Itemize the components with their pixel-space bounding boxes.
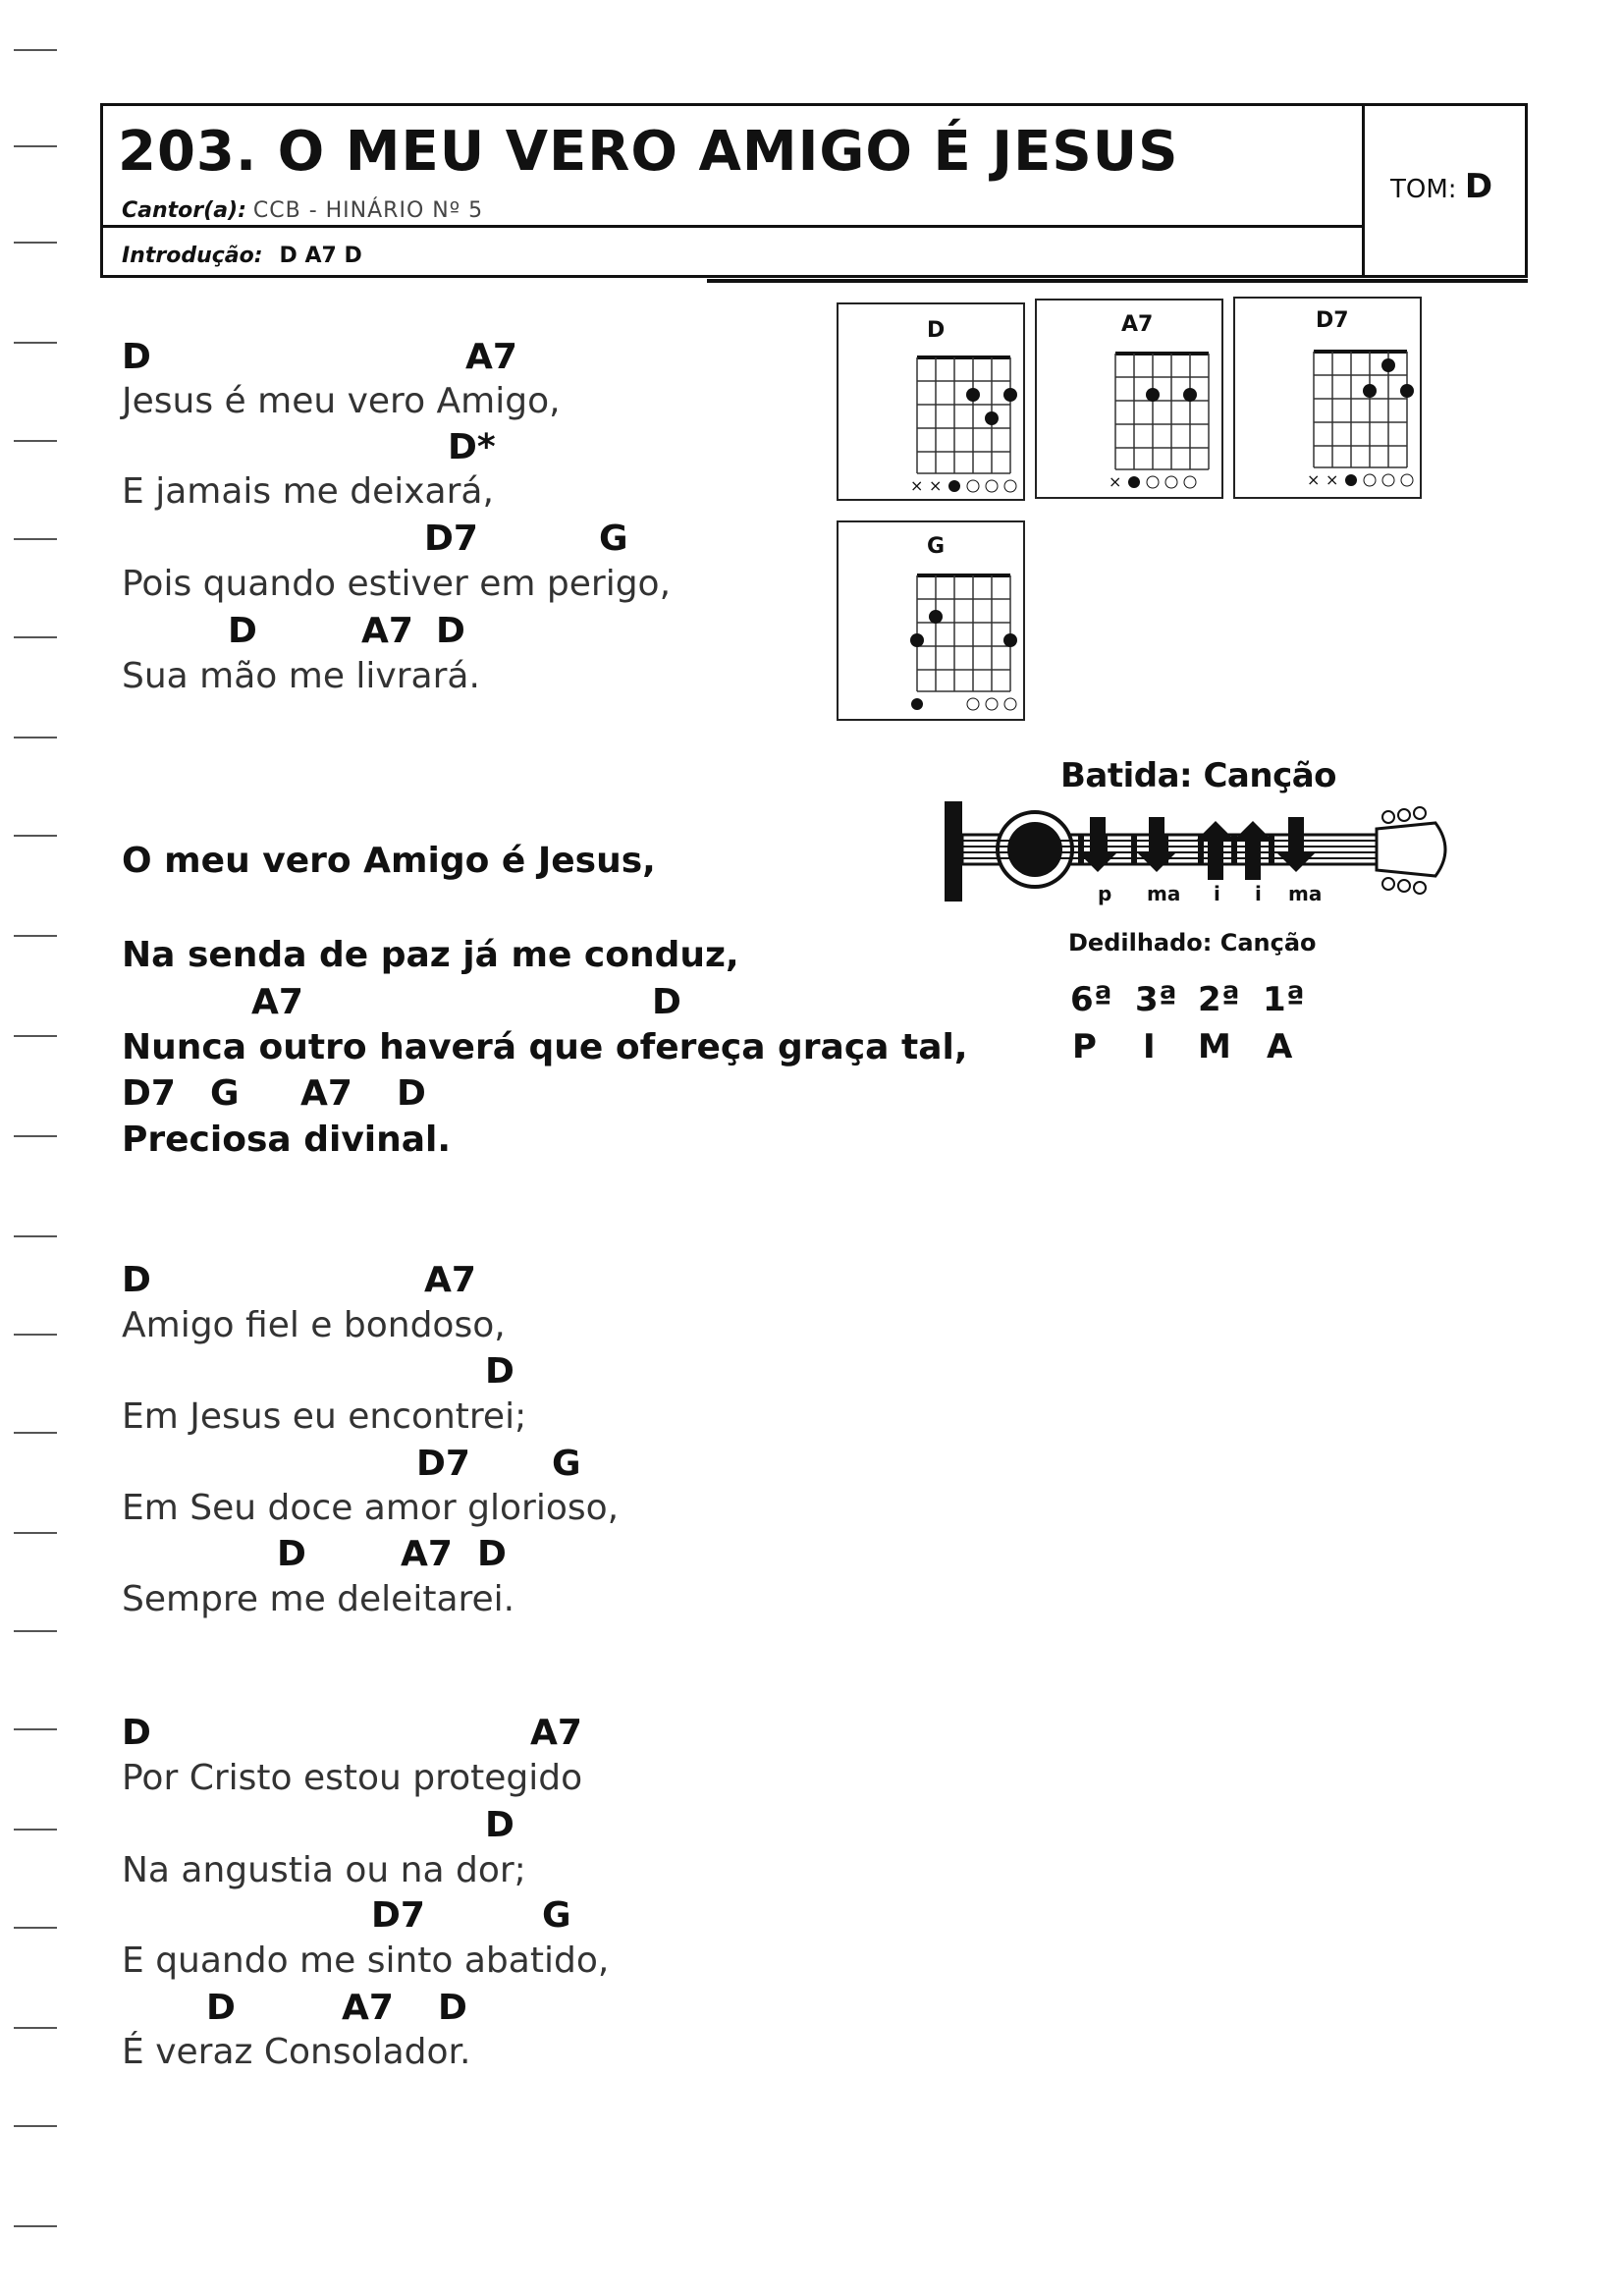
pima-letter: P [1072,1027,1097,1066]
chord: D [397,1073,426,1114]
diagram-name: D [927,318,946,343]
svg-text:×: × [1109,472,1122,491]
lyric-line: Em Seu doce amor glorioso, [122,1488,620,1528]
chord: A7 [251,982,303,1022]
chord: A7 [401,1534,453,1574]
svg-text:×: × [910,476,924,495]
string-number: 1ª [1263,980,1305,1019]
chord-diagram-g [837,520,1025,721]
strum-finger: ma [1288,882,1323,905]
fingerpicking-title: Dedilhado: Canção [1068,929,1317,957]
fretboard [839,522,1023,719]
header-divider [1362,103,1365,278]
svg-text:×: × [929,476,943,495]
diagram-name: G [927,534,946,559]
margin-mark [14,1532,57,1534]
chord-diagram-d7 [1233,297,1422,499]
lyric-line: Pois quando estiver em perigo, [122,564,672,604]
margin-mark [14,342,57,344]
strum-finger: i [1214,882,1220,905]
chord: D [277,1534,306,1574]
chord: G [210,1073,240,1114]
lyric-line: Sempre me deleitarei. [122,1579,515,1619]
lyric-line: Na angustia ou na dor; [122,1850,526,1890]
svg-text:×: × [1326,470,1339,489]
tom [1390,167,1492,206]
string-number: 2ª [1198,980,1240,1019]
strum-finger: i [1255,882,1262,905]
chord: A7 [342,1988,394,2028]
chord: D [122,337,151,377]
pima-letter: I [1143,1027,1156,1066]
guitar-strum-icon [945,793,1455,902]
chord: A7 [424,1260,476,1300]
lyric-line: Por Cristo estou protegido [122,1758,583,1798]
strumming-title: Batida: Canção [1060,756,1337,795]
chord: G [599,519,628,559]
string-number: 6ª [1070,980,1112,1019]
cantor-value: CCB - HINÁRIO Nº 5 [252,198,484,223]
chorus-line: Preciosa divinal. [122,1120,452,1160]
cantor-line [122,198,483,223]
chord: D* [448,427,496,467]
lyric-line: Sua mão me livrará. [122,656,480,696]
margin-mark [14,1432,57,1434]
lyric-line: É veraz Consolador. [122,2032,471,2072]
chord: D [122,1260,151,1300]
margin-mark [14,835,57,837]
chorus-line: Na senda de paz já me conduz, [122,935,739,975]
tom-label: TOM: [1390,175,1457,204]
chord: A7 [465,337,517,377]
margin-mark [14,242,57,244]
chord: D7 [371,1895,425,1936]
chord: G [552,1444,581,1484]
margin-mark [14,737,57,738]
margin-mark [14,145,57,147]
margin-mark [14,1135,57,1137]
lyric-line: E quando me sinto abatido, [122,1941,610,1981]
margin-mark [14,49,57,51]
lyric-line: E jamais me deixará, [122,471,494,512]
intro-value: D A7 D [279,244,362,268]
string-number: 3ª [1135,980,1177,1019]
lyric-line: Amigo fiel e bondoso, [122,1305,506,1345]
chord: D [438,1988,467,2028]
pima-letter: M [1198,1027,1231,1066]
margin-mark [14,2027,57,2029]
chord: D [206,1988,236,2028]
chord: A7 [300,1073,352,1114]
margin-mark [14,2125,57,2127]
lyric-line: Jesus é meu vero Amigo, [122,381,561,421]
chorus-line: Nunca outro haverá que ofereça graça tal, [122,1027,968,1067]
diagram-name: A7 [1121,312,1154,337]
strum-finger: p [1098,882,1112,905]
lyric-line: Em Jesus eu encontrei; [122,1396,527,1437]
fretboard [839,304,1023,499]
chord: D7 [416,1444,470,1484]
chord: A7 [530,1713,582,1753]
margin-mark [14,2225,57,2227]
strum-finger: ma [1147,882,1181,905]
chord: D [485,1805,514,1845]
diagram-name: D7 [1316,308,1349,333]
chord: A7 [361,611,413,651]
margin-mark [14,935,57,937]
chord: D [436,611,465,651]
chord-diagram-a7 [1035,299,1223,499]
tom-value: D [1464,167,1493,206]
margin-mark [14,1334,57,1336]
margin-mark [14,1829,57,1831]
chord: D [228,611,257,651]
margin-mark [14,1630,57,1632]
intro-line [122,244,362,268]
header-rule [707,279,1528,283]
intro-label: Introdução: [122,244,263,268]
margin-mark [14,538,57,540]
chord: D [122,1713,151,1753]
margin-mark [14,636,57,638]
header-divider [100,225,1365,228]
chord: D [477,1534,507,1574]
fretboard [1235,299,1420,497]
chord-diagram-d [837,302,1025,501]
margin-mark [14,1035,57,1037]
song-title: 203. O MEU VERO AMIGO É JESUS [118,120,1179,184]
margin-mark [14,1728,57,1730]
cantor-label: Cantor(a): [122,198,246,223]
margin-mark [14,440,57,442]
chord: D7 [424,519,478,559]
chord: D7 [122,1073,176,1114]
chord: D [485,1351,514,1392]
margin-mark [14,1235,57,1237]
margin-mark [14,1927,57,1929]
svg-text:×: × [1307,470,1321,489]
fretboard [1037,301,1221,497]
chord: G [542,1895,571,1936]
chord: D [652,982,681,1022]
pima-letter: A [1267,1027,1293,1066]
chorus-line: O meu vero Amigo é Jesus, [122,841,656,881]
